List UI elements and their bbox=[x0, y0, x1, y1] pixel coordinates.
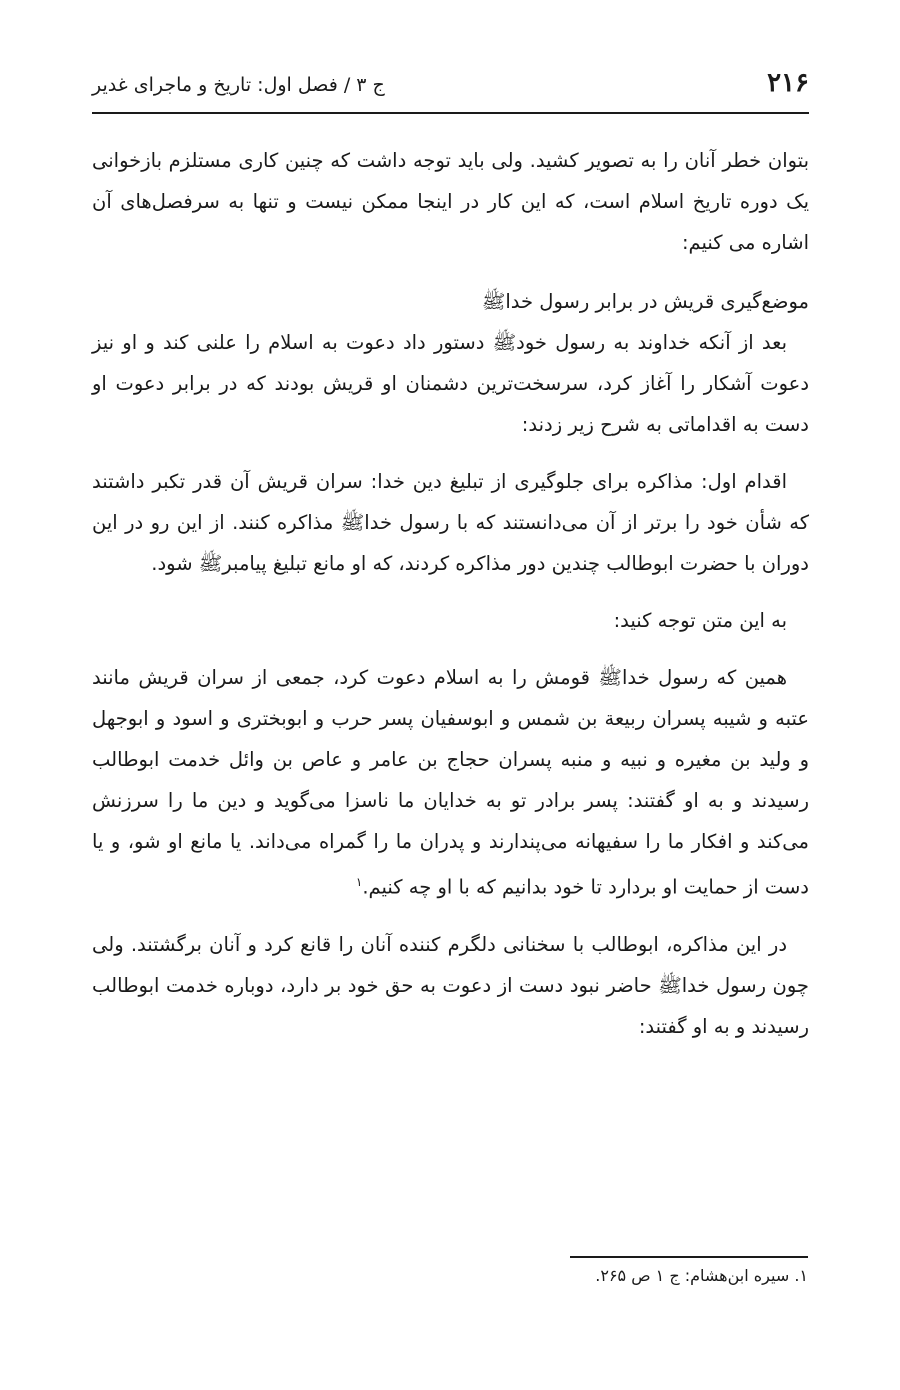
paragraph-first-action: اقدام اول: مذاکره برای جلوگیری از تبلیغ دین خدا: سران قریش آن قدر تکبر داشتند که شأن خود را برتر از آن می‌دانستند که با رسول خداﷺ مذاکره کنند. از این رو در این دوران با حضرت ابوطالب چندین دور مذاکره کردند، که او مانع تبلیغ پیامبرﷺ شود. bbox=[92, 470, 809, 575]
footnote: ۱. سیره ابن‌هشام: ج ۱ ص ۲۶۵. bbox=[595, 1266, 808, 1285]
footnote-divider bbox=[570, 1256, 808, 1258]
paragraph-intro: بتوان خطر آنان را به تصویر کشید. ولی باید توجه داشت که چنین کاری مستلزم بازخوانی یک دوره تاریخ اسلام است، که این کار در اینجا ممکن نیست و تنها به سرفصل‌های آن اشاره می کنیم: bbox=[92, 149, 809, 254]
page-number: ۲۱۶ bbox=[767, 68, 809, 98]
paragraph-note-text: به این متن توجه کنید: bbox=[613, 609, 787, 632]
paragraph-negotiation: در این مذاکره، ابوطالب با سخنانی دلگرم کننده آنان را قانع کرد و آنان برگشتند. ولی چون رسول خداﷺ حاضر نبود دست از دعوت به حق خود بر دارد، دوباره خدمت ابوطالب رسیدند و به او گفتند: bbox=[92, 932, 809, 1038]
paragraph-quraysh: بعد از آنکه خداوند به رسول خودﷺ دستور داد دعوت به اسلام را علنی کند و او نیز دعوت آشکار را آغاز کرد، سرسخت‌ترین دشمنان او قریش بودند که در برابر دعوت او دست به اقداماتی به شرح زیر زدند: bbox=[92, 331, 809, 436]
chapter-title: ج ۳ / فصل اول: تاریخ و ماجرای غدیر bbox=[92, 74, 385, 96]
body-text bbox=[92, 140, 809, 1047]
footnote-marker: ۱ bbox=[355, 875, 363, 889]
paragraph-quote bbox=[92, 657, 809, 908]
section-heading: موضع‌گیری قریش در برابر رسول خداﷺ bbox=[481, 290, 809, 313]
book-page bbox=[92, 68, 809, 1047]
quote-text: همین که رسول خداﷺ قومش را به اسلام دعوت کرد، جمعی از سران قریش مانند عتبه و شیبه پسران ربیعة بن شمس و ابوسفیان پسر حرب و ابوبختری و اسود و ابوجهل و ولید بن مغیره و نبیه و منبه پسران حجاج بن عامر و عاص بن وائل خدمت ابوطالب رسیدند و به او گفتند: پسر برادر تو به خدایان ما ناسزا می‌گوید و دین ما را سرزنش می‌کند و افکار ما را سفیهانه می‌پندارند و پدران ما را گمراه می‌داند. یا مانع او شو، و یا دست از حمایت او بردارد تا خود بدانیم که با او چه کنیم. bbox=[92, 666, 809, 899]
running-header bbox=[92, 68, 809, 114]
